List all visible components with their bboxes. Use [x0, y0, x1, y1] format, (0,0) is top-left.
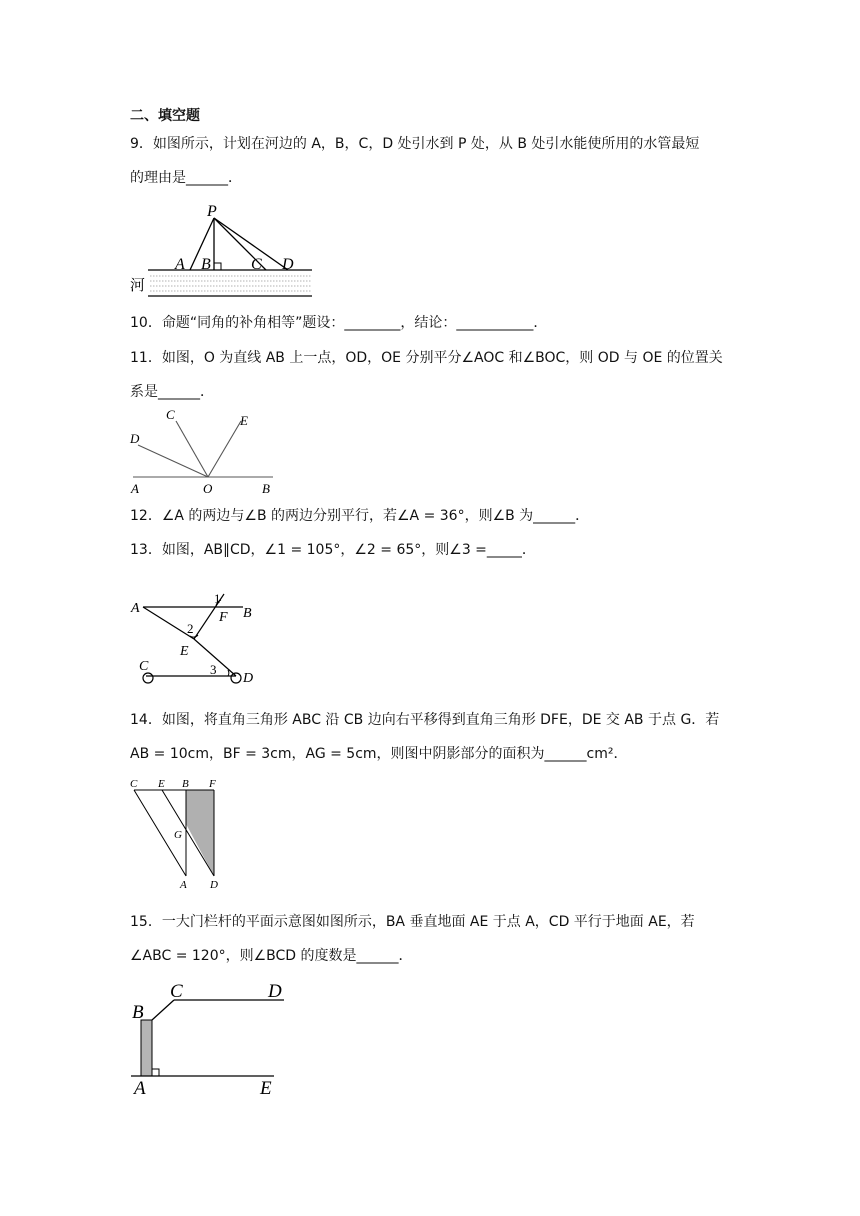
label-B: B: [262, 481, 270, 496]
question-9-text-line1: 9．如图所示，计划在河边的 A，B，C，D 处引水到 P 处，从 B 处引水能使所用的水管最短: [130, 136, 700, 152]
label-C: C: [170, 981, 183, 1002]
question-14-text-line2: AB = 10cm，BF = 3cm，AG = 5cm，则图中阴影部分的面积为______cm²．: [130, 746, 628, 762]
label-B: B: [243, 606, 252, 621]
question-9-text-line2: 的理由是______．: [130, 170, 242, 186]
question-14-text-line1: 14．如图，将直角三角形 ABC 沿 CB 边向右平移得到直角三角形 DFE，DE 交 AB 于点 G．若: [130, 712, 720, 728]
label-D: D: [210, 879, 218, 891]
label-A: A: [175, 256, 185, 273]
label-E: E: [180, 644, 189, 659]
ray-OD: [138, 445, 208, 477]
label-D: D: [268, 981, 282, 1002]
question-11-figure: [128, 405, 278, 497]
question-15-text-line2: ∠ABC = 120°，则∠BCD 的度数是______．: [130, 948, 413, 964]
shaded-region: [186, 790, 214, 876]
label-C: C: [130, 778, 138, 790]
label-D: D: [282, 256, 294, 273]
label-E: E: [240, 413, 248, 428]
label-B: B: [132, 1002, 144, 1023]
question-9-figure: [128, 200, 318, 300]
label-P: P: [207, 203, 217, 220]
label-B: B: [201, 256, 211, 273]
label-D: D: [243, 671, 254, 686]
right-angle-mark: [152, 1069, 159, 1076]
question-15-figure: [126, 978, 296, 1098]
angle-3-label: 3: [210, 662, 217, 677]
label-F: F: [209, 778, 216, 790]
label-E: E: [260, 1078, 272, 1099]
angle-1-label: 1: [214, 591, 221, 606]
label-B: B: [182, 778, 189, 790]
label-D: D: [130, 431, 140, 446]
label-A: A: [180, 879, 187, 891]
label-A: A: [134, 1078, 146, 1099]
question-10-text: 10．命题“同角的补角相等”题设：________，结论：___________．: [130, 315, 548, 331]
label-O: O: [203, 481, 213, 496]
section-title: 二、填空题: [130, 108, 200, 124]
gate-post-BA: [141, 1020, 152, 1076]
right-angle-mark: [214, 263, 221, 270]
ray-OE: [208, 421, 241, 477]
label-C: C: [139, 659, 149, 674]
label-F: F: [219, 610, 228, 625]
label-C: C: [251, 256, 262, 273]
label-G: G: [174, 829, 182, 841]
label-A: A: [131, 601, 140, 616]
label-E: E: [158, 778, 165, 790]
question-12-text: 12．∠A 的两边与∠B 的两边分别平行，若∠A = 36°，则∠B 为______．: [130, 508, 590, 524]
question-14-figure: [126, 776, 226, 892]
question-15-text-line1: 15．一大门栏杆的平面示意图如图所示，BA 垂直地面 AE 于点 A，CD 平行于地面 AE，若: [130, 914, 695, 930]
label-C: C: [166, 407, 175, 422]
segment-BC: [152, 1000, 174, 1020]
label-A: A: [131, 481, 139, 496]
angle-2-label: 2: [187, 621, 194, 636]
label-river: 河: [130, 276, 146, 294]
ray-OC: [176, 421, 208, 477]
question-13-text: 13．如图，AB∥CD，∠1 = 105°，∠2 = 65°，则∠3 =_____．: [130, 542, 536, 558]
question-13-figure: [128, 588, 268, 688]
question-11-text-line1: 11．如图，O 为直线 AB 上一点，OD，OE 分别平分∠AOC 和∠BOC，则 OD 与 OE 的位置关: [130, 350, 723, 366]
question-11-text-line2: 系是______．: [130, 384, 214, 400]
